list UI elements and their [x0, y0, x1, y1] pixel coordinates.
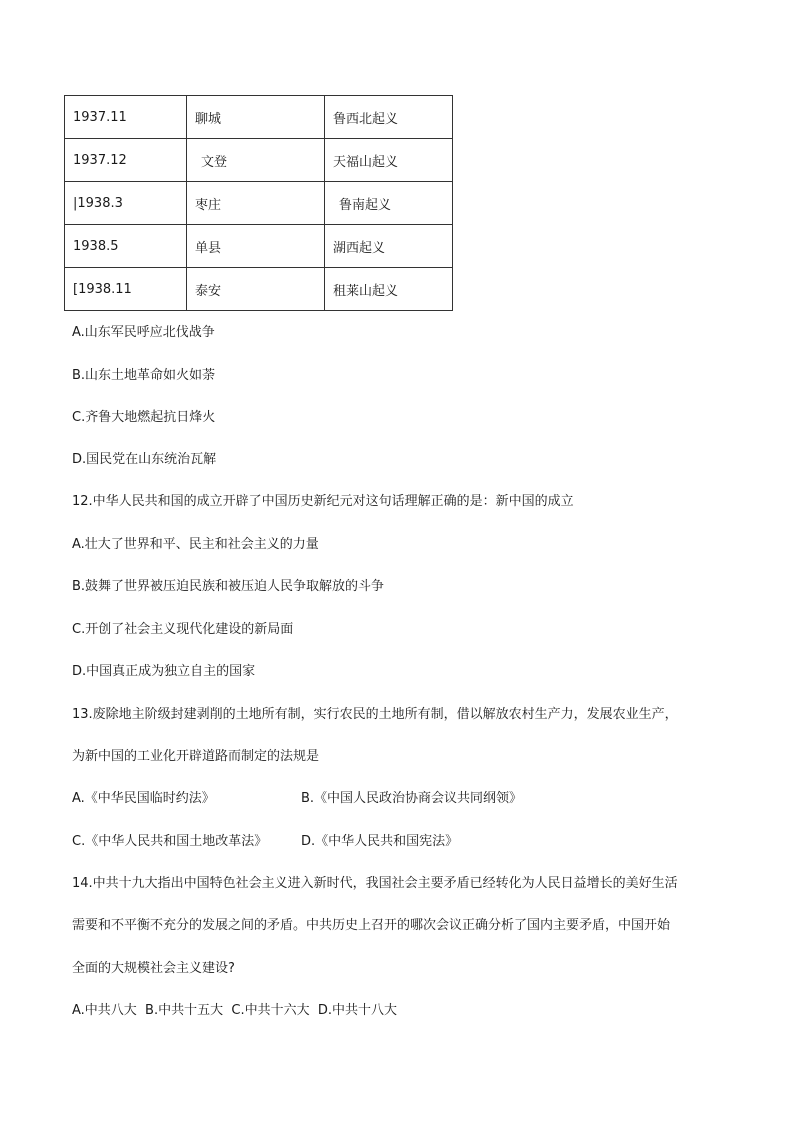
- table-cell-place: 文登: [187, 139, 325, 182]
- q12-stem: 12.中华人民共和国的成立开辟了中国历史新纪元对这句话理解正确的是：新中国的成立: [72, 494, 574, 509]
- table-cell-place: 枣庄: [187, 182, 325, 225]
- table-cell-place: 单县: [187, 225, 325, 268]
- table-cell-date: [1938.11: [65, 268, 187, 311]
- q13-option-d: D.《中华人民共和国宪法》: [301, 834, 459, 849]
- q14-stem-line2: 需要和不平衡不充分的发展之间的矛盾。中共历史上召开的哪次会议正确分析了国内主要矛盾，中国开始: [72, 918, 671, 933]
- table-row: [65, 182, 453, 225]
- q13-stem-line2: 为新中国的工业化开辟道路而制定的法规是: [72, 749, 320, 764]
- table-cell-place: 泰安: [187, 268, 325, 311]
- q12-option-d: D.中国真正成为独立自主的国家: [72, 664, 256, 679]
- table-row: [65, 96, 453, 139]
- q11-option-c: C.齐鲁大地燃起抗日烽火: [72, 410, 216, 425]
- q11-option-d: D.国民党在山东统治瓦解: [72, 452, 217, 467]
- q13-stem-line1: 13.废除地主阶级封建剥削的土地所有制，实行农民的土地所有制，借以解放农村生产力，发展农业生产，: [72, 707, 678, 722]
- table-cell-event: 鲁西北起义: [325, 96, 453, 139]
- q13-option-b: B.《中国人民政治协商会议共同纲领》: [301, 791, 523, 806]
- events-table: [64, 95, 453, 311]
- q12-option-b: B.鼓舞了世界被压迫民族和被压迫人民争取解放的斗争: [72, 579, 385, 594]
- table-cell-event: 租莱山起义: [325, 268, 453, 311]
- q11-option-a: A.山东军民呼应北伐战争: [72, 325, 215, 340]
- table-row: [65, 225, 453, 268]
- table-cell-date: 1937.11: [65, 96, 187, 139]
- q13-option-a: A.《中华民国临时约法》: [72, 791, 215, 806]
- q14-options: A.中共八大 B.中共十五大 C.中共十六大 D.中共十八大: [72, 1003, 397, 1018]
- table-row: [65, 268, 453, 311]
- q14-stem-line3: 全面的大规模社会主义建设?: [72, 961, 235, 976]
- table-row: [65, 139, 453, 182]
- q12-option-a: A.壮大了世界和平、民主和社会主义的力量: [72, 537, 319, 552]
- q14-stem-line1: 14.中共十九大指出中国特色社会主义进入新时代，我国社会主要矛盾已经转化为人民日益增长的美好生活: [72, 876, 678, 891]
- table-cell-event: 鲁南起义: [325, 182, 453, 225]
- table-cell-date: 1938.5: [65, 225, 187, 268]
- table-cell-event: 天福山起义: [325, 139, 453, 182]
- table-cell-date: |1938.3: [65, 182, 187, 225]
- table-cell-event: 湖西起义: [325, 225, 453, 268]
- q13-option-c: C.《中华人民共和国土地改革法》: [72, 834, 268, 849]
- q12-option-c: C.开创了社会主义现代化建设的新局面: [72, 622, 294, 637]
- table-cell-date: 1937.12: [65, 139, 187, 182]
- table-cell-place: 聊城: [187, 96, 325, 139]
- q11-option-b: B.山东土地革命如火如荼: [72, 368, 216, 383]
